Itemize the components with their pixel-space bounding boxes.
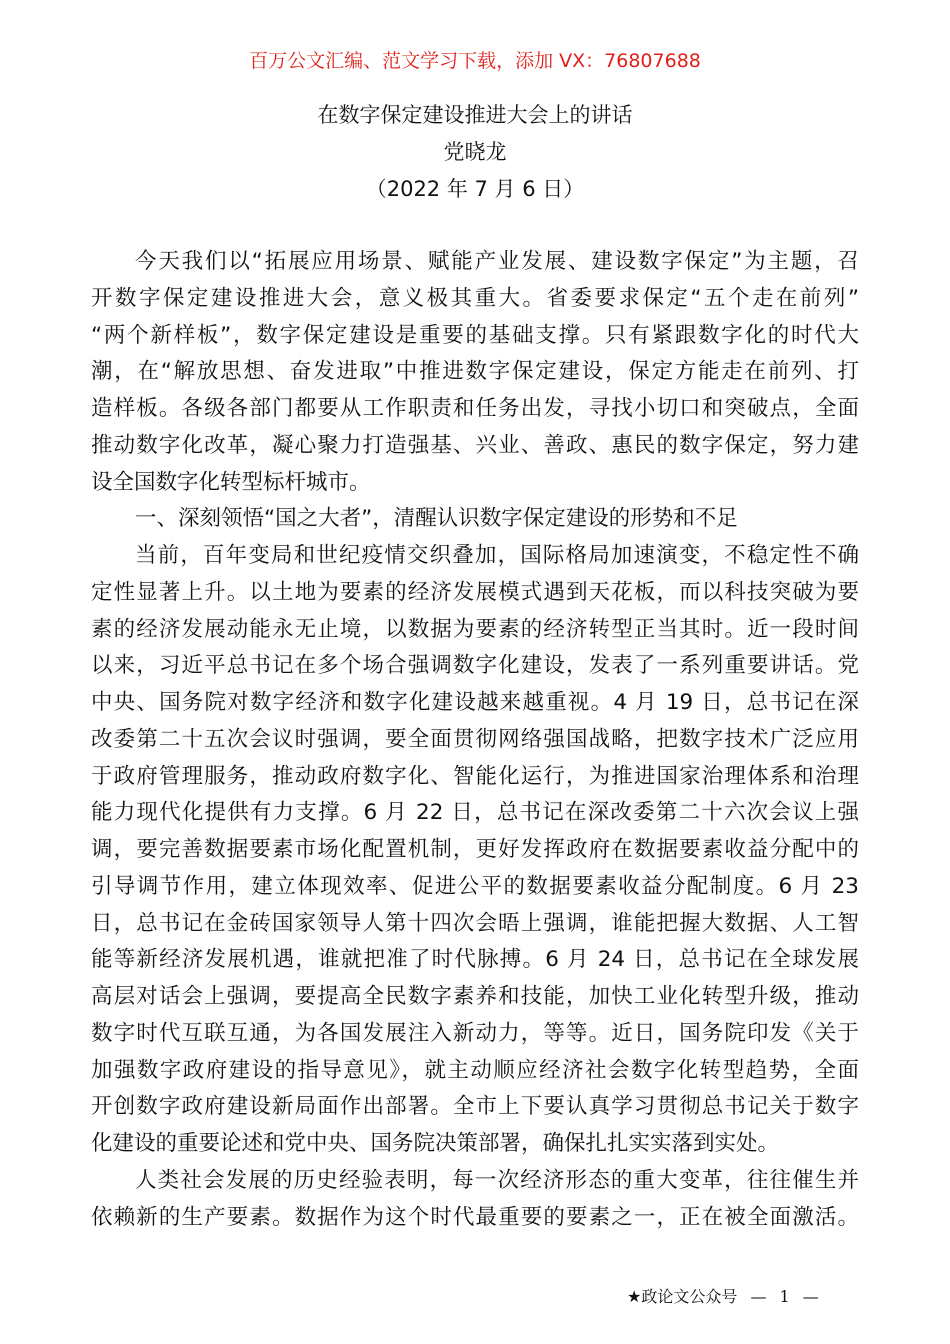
text-line: 设全国数字化转型标杆城市。	[91, 469, 371, 495]
text-line: 能等新经济发展机遇，谁就把准了时代脉搏。6 月 24 日，总书记在全球发展	[91, 947, 859, 973]
text-line: 开数字保定建设推进大会，意义极其重大。省委要求保定“五个走在前列”	[91, 285, 859, 311]
page-footer	[627, 1284, 823, 1307]
footer-source: ★政论文公众号	[627, 1287, 738, 1306]
watermark-banner: 百万公文汇编、范文学习下载，添加 VX：76807688	[249, 50, 701, 72]
text-line: 定性显著上升。以土地为要素的经济发展模式遇到天花板，而以科技突破为要	[91, 579, 859, 605]
document-title: 在数字保定建设推进大会上的讲话	[317, 103, 633, 127]
section-heading: 一、深刻领悟“国之大者”，清醒认识数字保定建设的形势和不足	[135, 506, 738, 532]
paragraph	[91, 1163, 859, 1237]
text-line: 引导调节作用，建立体现效率、促进公平的数据要素收益分配制度。6 月 23	[91, 873, 859, 899]
text-line: 化建设的重要论述和党中央、国务院决策部署，确保扎扎实实落到实处。	[91, 1131, 780, 1156]
text-line: 潮，在“解放思想、奋发进取”中推进数字保定建设，保定方能走在前列、打	[91, 359, 859, 385]
text-line: 人类社会发展的历史经验表明，每一次经济形态的重大变革，往往催生并	[135, 1167, 859, 1193]
paragraph	[91, 244, 859, 501]
text-line: “两个新样板”，数字保定建设是重要的基础支撑。只有紧跟数字化的时代大	[91, 322, 859, 348]
page-number: — 1 —	[750, 1287, 823, 1306]
text-line: 今天我们以“拓展应用场景、赋能产业发展、建设数字保定”为主题，召	[135, 249, 859, 274]
text-line: 日，总书记在金砖国家领导人第十四次会晤上强调，谁能把握大数据、人工智	[91, 910, 859, 936]
text-line: 开创数字政府建设新局面作出部署。全市上下要认真学习贯彻总书记关于数字	[91, 1094, 859, 1120]
text-line: 加强数字政府建设的指导意见》，就主动顺应经济社会数字化转型趋势，全面	[91, 1057, 859, 1083]
text-line: 中央、国务院对数字经济和数字化建设越来越重视。4 月 19 日，总书记在深	[91, 690, 859, 715]
text-line: 数字时代互联互通，为各国发展注入新动力，等等。近日，国务院印发《关于	[91, 1020, 859, 1046]
text-line: 于政府管理服务，推动政府数字化、智能化运行，为推进国家治理体系和治理	[91, 763, 859, 789]
document-body	[91, 244, 859, 1236]
text-line: 高层对话会上强调，要提高全民数字素养和技能，加快工业化转型升级，推动	[91, 984, 859, 1009]
paragraph	[91, 538, 859, 1163]
text-line: 依赖新的生产要素。数据作为这个时代最重要的要素之一，正在被全面激活。	[91, 1204, 859, 1230]
text-line: 改委第二十五次会议时强调，要全面贯彻网络强国战略，把数字技术广泛应用	[91, 726, 859, 752]
text-line: 能力现代化提供有力支撑。6 月 22 日，总书记在深改委第二十六次会议上强	[91, 800, 859, 826]
author: 党晓龙	[443, 140, 507, 164]
text-line: 推动数字化改革，凝心聚力打造强基、兴业、善政、惠民的数字保定，努力建	[91, 432, 859, 458]
text-line: 以来，习近平总书记在多个场合强调数字化建设，发表了一系列重要讲话。党	[91, 653, 859, 679]
text-line: 调，要完善数据要素市场化配置机制，更好发挥政府在数据要素收益分配中的	[91, 837, 859, 862]
text-line: 当前，百年变局和世纪疫情交织叠加，国际格局加速演变，不稳定性不确	[135, 543, 859, 568]
text-line: 素的经济发展动能永无止境，以数据为要素的经济转型正当其时。近一段时间	[91, 616, 859, 642]
text-line: 造样板。各级各部门都要从工作职责和任务出发，寻找小切口和突破点，全面	[91, 396, 859, 421]
speech-date: （2022 年 7 月 6 日）	[365, 177, 585, 201]
paragraph	[91, 501, 859, 538]
